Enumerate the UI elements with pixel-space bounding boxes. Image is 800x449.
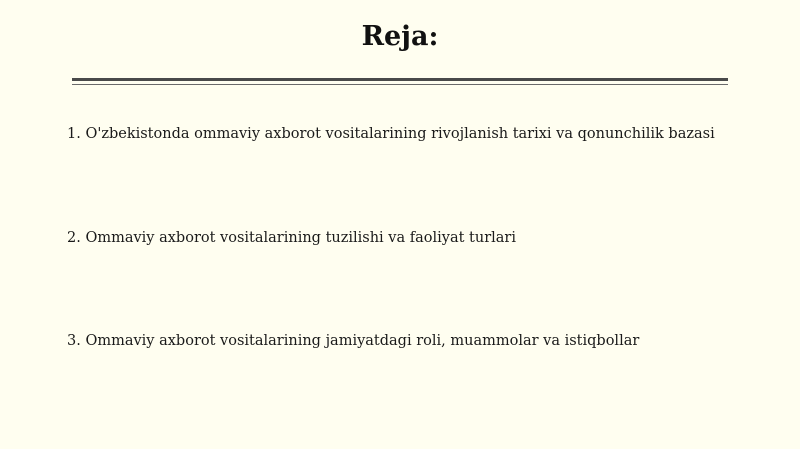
- slide-title: Reja:: [361, 21, 439, 52]
- plan-item-3: 3. Ommaviy axborot vositalarining jamiyatdagi roli, muammolar va istiqbollar: [67, 333, 640, 349]
- plan-item-1: 1. O'zbekistonda ommaviy axborot vositalarining rivojlanish tarixi va qonunchilik bazasi: [67, 126, 715, 142]
- title-divider-thick: [72, 78, 728, 81]
- title-divider-thin: [72, 84, 728, 85]
- plan-item-2: 2. Ommaviy axborot vositalarining tuzilishi va faoliyat turlari: [67, 230, 516, 246]
